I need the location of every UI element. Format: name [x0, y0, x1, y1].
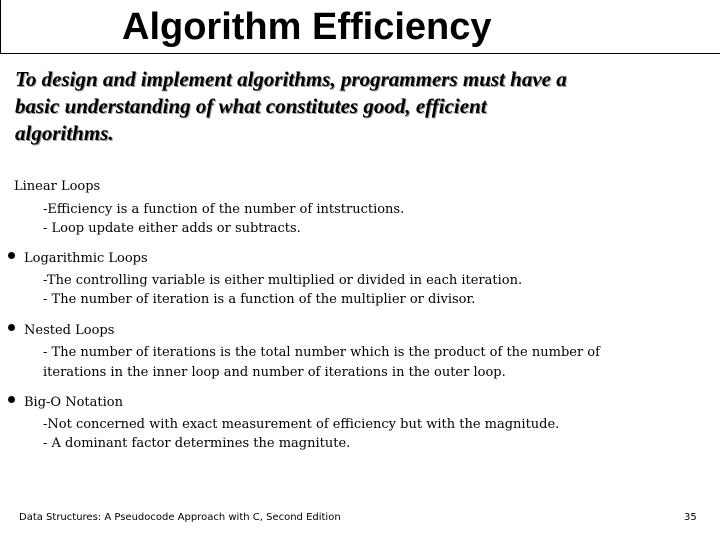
page-number: 35: [684, 512, 697, 523]
section-line: -Not concerned with exact measurement of efficiency but with the magnitude.: [43, 417, 560, 432]
section-line: - The number of iteration is a function of the multiplier or divisor.: [43, 292, 476, 307]
bullet-icon: [8, 252, 15, 259]
title-bar: [0, 0, 720, 54]
intro-paragraph: To design and implement algorithms, programmers must have a basic understanding of what constitutes good, efficient algorithms.: [15, 67, 567, 145]
bullet-icon: [8, 324, 15, 331]
section-heading-nested-loops: Nested Loops: [24, 323, 115, 338]
section-heading-linear-loops: Linear Loops: [14, 179, 101, 194]
section-line: - A dominant factor determines the magnitute.: [43, 436, 351, 451]
section-line: -The controlling variable is either multiplied or divided in each iteration.: [43, 273, 523, 288]
section-line: - The number of iterations is the total number which is the product of the number of: [43, 345, 600, 360]
section-heading-big-o-notation: Big-O Notation: [24, 395, 123, 410]
section-line: - Loop update either adds or subtracts.: [43, 221, 301, 236]
section-line: iterations in the inner loop and number of iterations in the outer loop.: [43, 365, 506, 380]
slide-title: Algorithm Efficiency: [122, 6, 492, 48]
section-line: -Efficiency is a function of the number of intstructions.: [43, 202, 405, 217]
section-heading-logarithmic-loops: Logarithmic Loops: [24, 251, 148, 266]
bullet-icon: [8, 396, 15, 403]
footer-citation: Data Structures: A Pseudocode Approach with C, Second Edition: [19, 512, 341, 523]
